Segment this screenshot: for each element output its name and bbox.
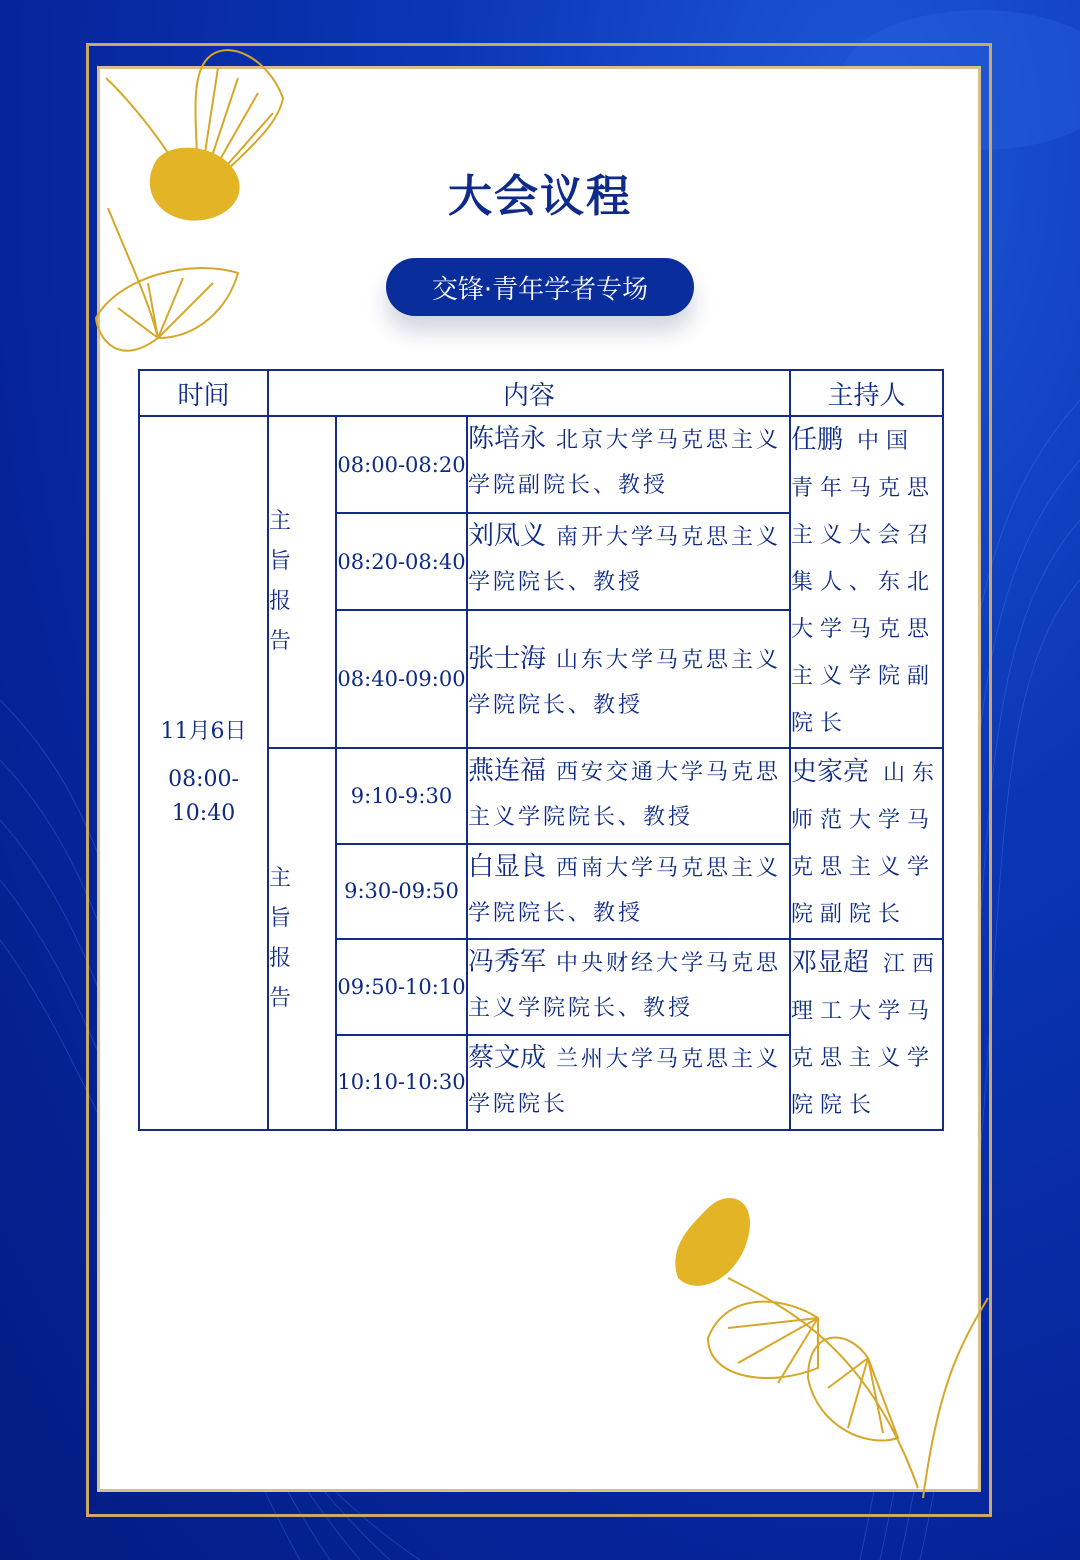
page-title: 大会议程 — [448, 171, 632, 222]
slot-time: 08:20-08:40 — [336, 513, 467, 610]
speaker-cell: 蔡文成 兰州大学马克思主义学院院长 — [467, 1035, 790, 1131]
speaker-cell: 冯秀军 中央财经大学马克思主义学院院长、教授 — [467, 939, 790, 1035]
host-cell: 史家亮 山东师范大学马克思主义学院副院长 — [790, 748, 943, 939]
host-cell: 邓显超 江西理工大学马克思主义学院院长 — [790, 939, 943, 1130]
date-cell — [139, 416, 268, 1130]
slot-time: 9:30-09:50 — [336, 844, 467, 940]
speaker-cell: 刘凤义 南开大学马克思主义学院院长、教授 — [467, 513, 790, 610]
date-label: 11月6日 — [160, 719, 247, 744]
session-badge: 交锋·青年学者专场 — [386, 258, 694, 316]
speaker-cell: 张士海 山东大学马克思主义学院院长、教授 — [467, 610, 790, 748]
agenda-table — [138, 369, 944, 1131]
section-label: 主旨报告 — [268, 416, 336, 748]
slot-time: 09:50-10:10 — [336, 939, 467, 1035]
slot-time: 08:40-09:00 — [336, 610, 467, 748]
speaker-cell: 燕连福 西安交通大学马克思主义学院院长、教授 — [467, 748, 790, 844]
speaker-cell: 白显良 西南大学马克思主义学院院长、教授 — [467, 844, 790, 940]
slot-time: 08:00-08:20 — [336, 416, 467, 513]
section-label: 主旨报告 — [268, 748, 336, 1130]
host-cell: 任鹏 中国青年马克思主义大会召集人、东北大学马克思主义学院副院长 — [790, 416, 943, 748]
date-range: 08:00-10:40 — [168, 767, 239, 826]
ginkgo-leaf-icon — [668, 1188, 998, 1508]
header-time: 时间 — [139, 370, 268, 416]
header-content: 内容 — [268, 370, 790, 416]
slot-time: 9:10-9:30 — [336, 748, 467, 844]
slot-time: 10:10-10:30 — [336, 1035, 467, 1131]
header-host: 主持人 — [790, 370, 943, 416]
speaker-cell: 陈培永 北京大学马克思主义学院副院长、教授 — [467, 416, 790, 513]
